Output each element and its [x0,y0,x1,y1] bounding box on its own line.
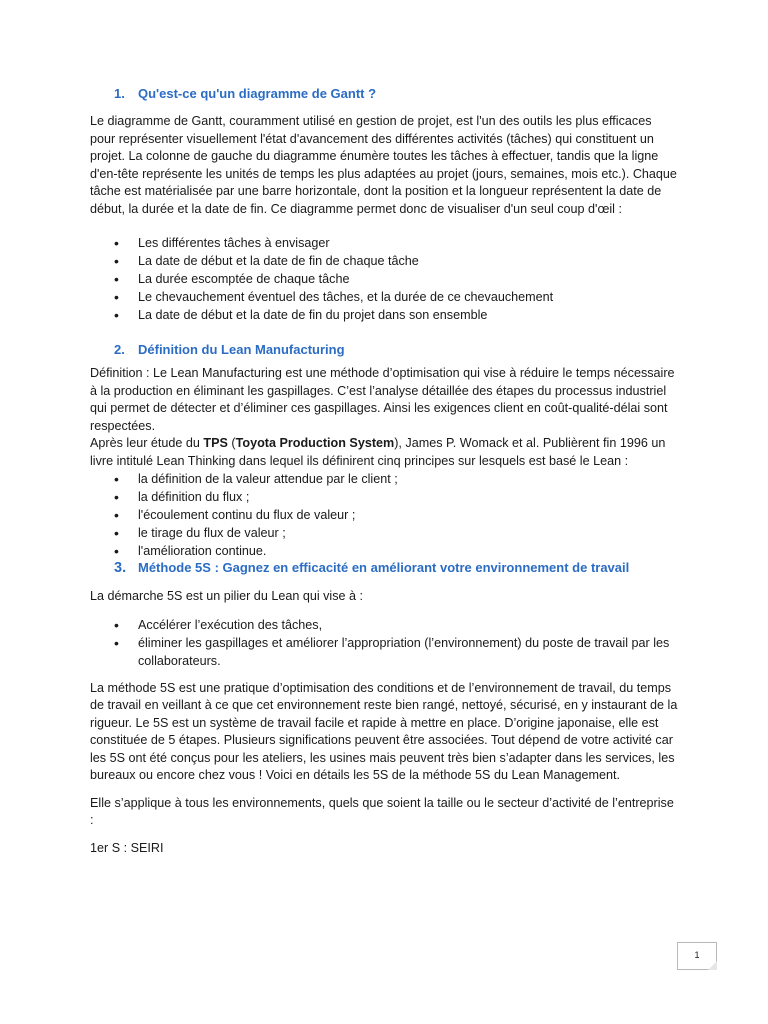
list-item: • la définition de la valeur attendue par le client ; [138,470,680,488]
toyota-bold: Toyota Production System [235,436,395,450]
list-item: • Accélérer l’exécution des tâches, [138,616,680,634]
list-item: • la définition du flux ; [138,488,680,506]
list-item: • l'amélioration continue. [138,542,680,560]
section-3-paragraph-2: Elle s’applique à tous les environnements, quels que soient la taille ou le secteur d’activité de l’entreprise : [90,795,674,827]
list-item: • le tirage du flux de valeur ; [138,524,680,542]
section-2-title: Définition du Lean Manufacturing [138,342,345,357]
section-2-heading [90,342,680,357]
section-1-bullet-list [90,234,680,324]
list-item: • l'écoulement continu du flux de valeur ; [138,506,680,524]
list-item: • éliminer les gaspillages et améliorer l’appropriation (l’environnement) du poste de travail par les collaborateurs. [138,634,680,670]
list-item: • Le chevauchement éventuel des tâches, et la durée de ce chevauchement [138,288,680,306]
section-3-intro: La démarche 5S est un pilier du Lean qui vise à : [90,589,364,603]
list-item: • La durée escomptée de chaque tâche [138,270,680,288]
section-2-number: 2. [114,342,125,357]
section-2-paragraph-2 [90,435,680,470]
page-number: 1 [694,950,700,960]
list-item: • Les différentes tâches à envisager [138,234,680,252]
section-3-paragraph-1: La méthode 5S est une pratique d’optimisation des conditions et de l’environnement de travail, du temps de travail en veillant à ce que cet environnement reste bien rangé, nettoyé, sécurisé, en y instaurant de la rigueur. Le 5S est un système de travail facile et rapide à mettre en place. D’origine japonaise, elle est constituée de 5 étapes. Plusieurs significations peuvent être associées. Tout dépend de votre activité car les 5S ont été conçus pour les ateliers, les usines mais peuvent très bien s’adapter dans les services, les bureaux ou encore chez vous ! Voici en détails les 5S de la méthode 5S du Lean Management. [90,680,678,782]
page-number-box [677,942,717,970]
section-1-paragraph: Le diagramme de Gantt, couramment utilisé en gestion de projet, est l'un des outils les plus efficaces pour représenter visuellement l'état d'avancement des différentes activités (tâches) qui constituent un projet. La colonne de gauche du diagramme énumère toutes les tâches à effectuer, tandis que la ligne d'en-tête représente les unités de temps les plus adaptées au projet (jours, semaines, mois etc.). Chaque tâche est matérialisée par une barre horizontale, dont la position et la longueur représentent la date de début, la durée et la date de fin. Ce diagramme permet donc de visualiser d'un seul coup d'œil : [90,114,677,216]
list-item: • La date de début et la date de fin du projet dans son ensemble [138,306,680,324]
section-3-number: 3. [114,560,127,576]
section-3-heading [90,560,680,576]
text-run: ( [227,436,236,450]
text-run: ), James P. Womack et al. Publièrent fin 1996 un livre intitulé Lean Thinking dans lequel ils définirent cinq principes sur lesquels est basé le Lean : [90,436,666,468]
section-1-heading [90,86,680,101]
list-item: • La date de début et la date de fin de chaque tâche [138,252,680,270]
section-2-paragraph-1: Définition : Le Lean Manufacturing est une méthode d’optimisation qui vise à réduire le temps nécessaire à la production en éliminant les gaspillages. C’est l’analyse détaillée des étapes du processus industriel qui permet de détecter et d’éliminer ces gaspillages. Ainsi les exigences client en coût-qualité-délai sont respectées. [90,366,675,433]
section-3-step-1: 1er S : SEIRI [90,840,164,855]
document-body [90,86,680,857]
section-3-title: Méthode 5S : Gagnez en efficacité en améliorant votre environnement de travail [138,560,630,575]
section-3-bullet-list [90,616,680,670]
section-1-title: Qu'est-ce qu'un diagramme de Gantt ? [138,86,377,101]
section-1-number: 1. [114,86,125,101]
text-run: Après leur étude du [90,436,204,450]
section-2-bullet-list [90,470,680,560]
tps-bold: TPS [203,436,228,450]
